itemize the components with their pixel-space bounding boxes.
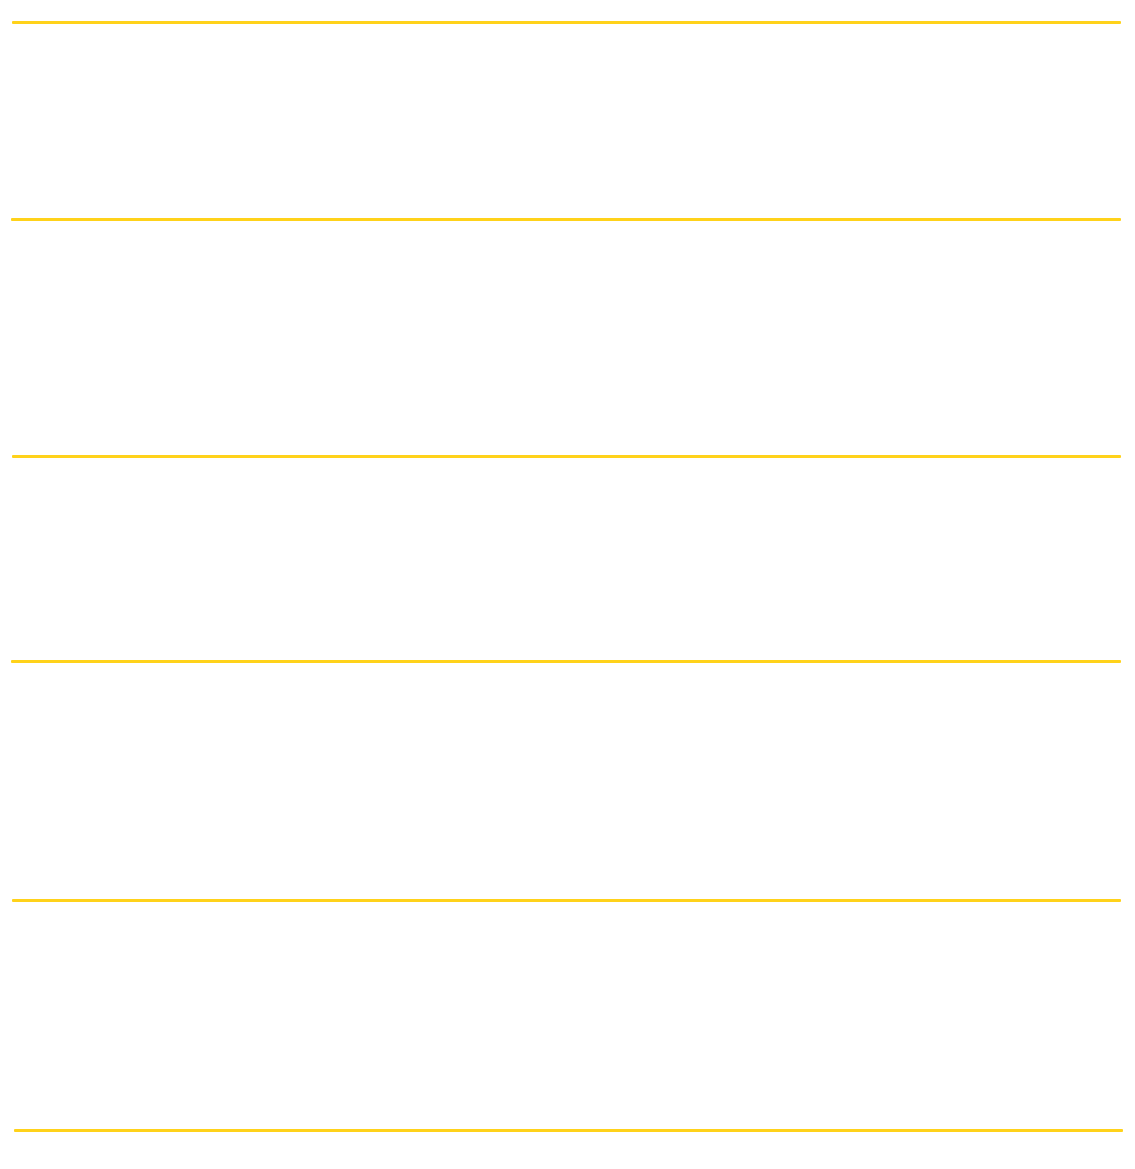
horizontal-rule	[11, 660, 1121, 663]
horizontal-rule	[14, 1129, 1123, 1132]
horizontal-rule	[12, 21, 1121, 24]
horizontal-rule	[12, 455, 1121, 458]
horizontal-rule	[12, 899, 1121, 902]
horizontal-rule	[11, 218, 1121, 221]
